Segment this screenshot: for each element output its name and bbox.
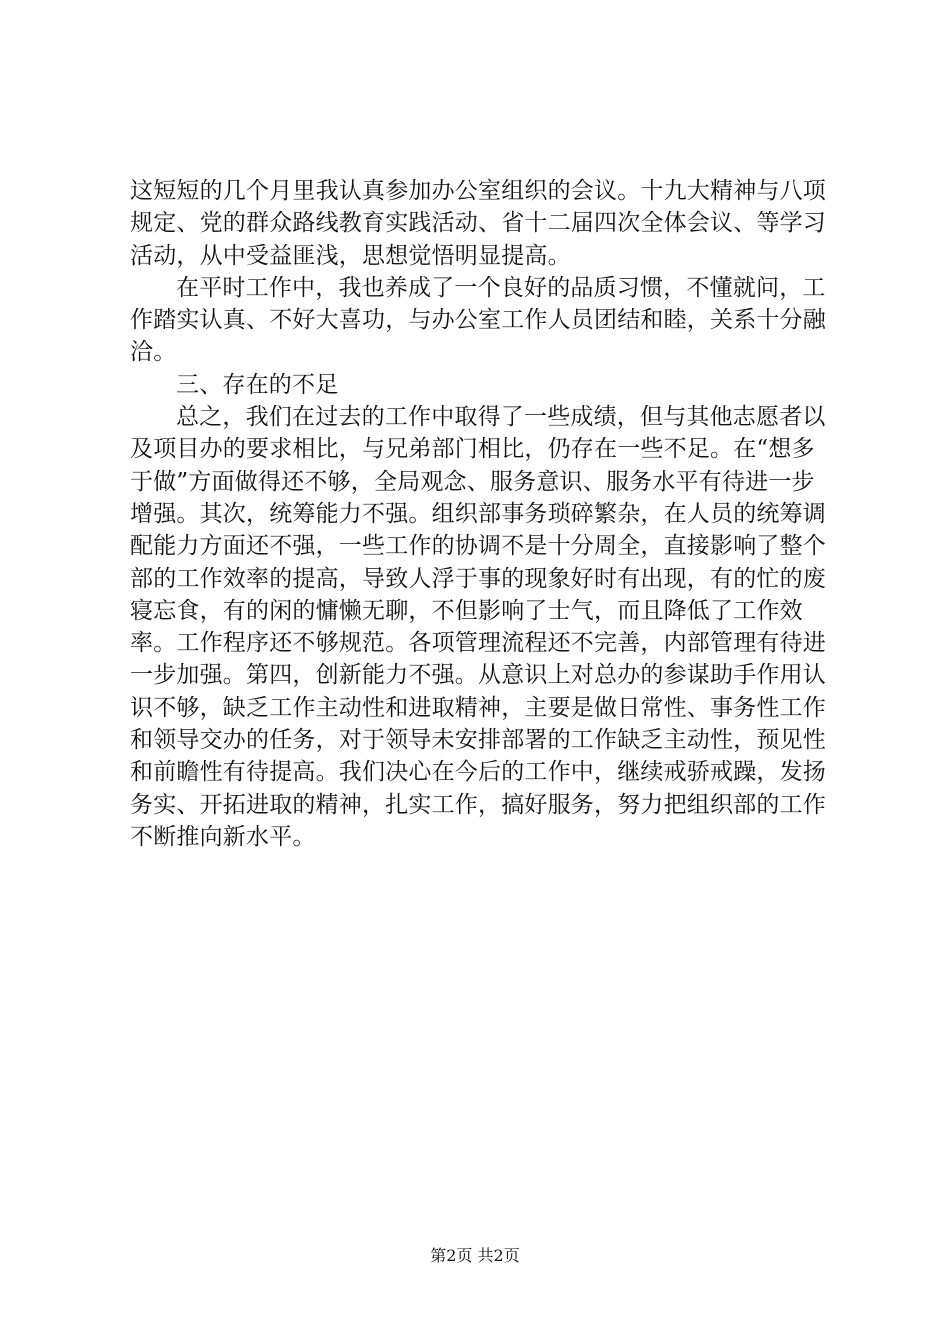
paragraph-summary-shortcomings: 总之，我们在过去的工作中取得了一些成绩，但与其他志愿者以及项目办的要求相比，与兄弟部门相比，仍存在一些不足。在“想多于做”方面做得还不够，全局观念、服务意识、服务水平有待进一步增强。其次，统筹能力不强。组织部事务琐碎繁杂，在人员的统筹调配能力方面还不强，一些工作的协调不是十分周全，直接影响了整个部的工作效率的提高，导致人浮于事的现象好时有出现，有的忙的废寝忘食，有的闲的慵懒无聊，不但影响了士气，而且降低了工作效率。工作程序还不够规范。各项管理流程还不完善，内部管理有待进一步加强。第四，创新能力不强。从意识上对总办的参谋助手作用认识不够，缺乏工作主动性和进取精神，主要是做日常性、事务性工作和领导交办的任务，对于领导未安排部署的工作缺乏主动性，预见性和前瞻性有待提高。我们决心在今后的工作中，继续戒骄戒躁，发扬务实、开拓进取的精神，扎实工作，搞好服务，努力把组织部的工作不断推向新水平。 <box>130 404 826 850</box>
paragraph-work-habits: 在平时工作中，我也养成了一个良好的品质习惯，不懂就问，工作踏实认真、不好大喜功，与办公室工作人员团结和睦，关系十分融洽。 <box>130 274 826 366</box>
page-footer: 第2页 共2页 <box>430 1246 520 1265</box>
document-body <box>130 175 830 853</box>
paragraph-meeting-study: 这短短的几个月里我认真参加办公室组织的会议。十九大精神与八项规定、党的群众路线教育实践活动、省十二届四次全体会议、等学习活动，从中受益匪浅，思想觉悟明显提高。 <box>130 178 826 269</box>
section-heading-shortcomings: 三、存在的不足 <box>176 371 339 398</box>
